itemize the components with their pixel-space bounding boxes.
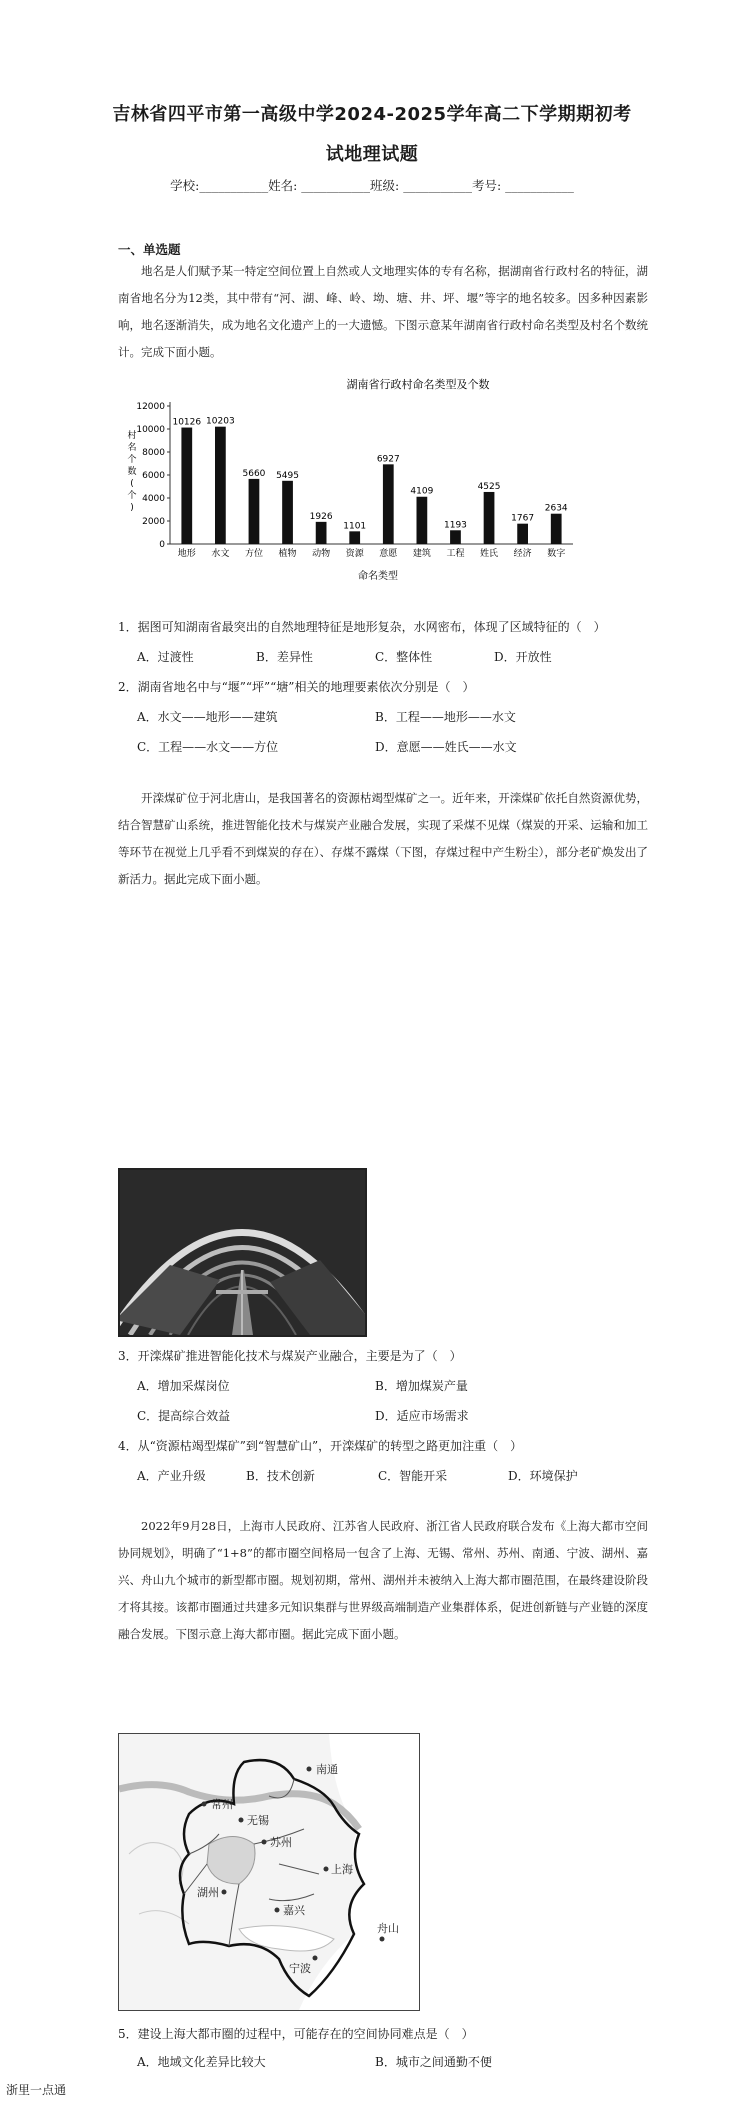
chart-x-tick-label: 数字 <box>547 549 566 559</box>
q5-option-a[interactable]: A．地域文化差异比较大 <box>137 2055 266 2069</box>
chart-bar <box>450 530 461 544</box>
chart-bar <box>551 514 562 544</box>
chart-y-label-char: ( <box>130 479 134 489</box>
footer-watermark: 浙里一点通 <box>6 2083 67 2097</box>
shanghai-metro-map <box>118 1733 420 2011</box>
map-label-huzhou: 湖州 <box>197 1886 219 1899</box>
chart-data-label: 4109 <box>410 486 434 497</box>
chart-bar <box>349 531 360 544</box>
chart-data-label: 4525 <box>477 481 501 492</box>
chart-data-label: 5660 <box>242 468 266 479</box>
q2-option-d[interactable]: D．意愿——姓氏——水文 <box>375 740 517 754</box>
map-label-suzhou: 苏州 <box>270 1836 292 1849</box>
q3-option-a[interactable]: A．增加采煤岗位 <box>137 1379 230 1393</box>
chart-bar <box>249 479 260 544</box>
chart-data-label: 6927 <box>376 454 400 465</box>
passage-3 <box>118 1513 648 1648</box>
chart-y-tick-label: 6000 <box>142 471 165 481</box>
question-3: 3．开滦煤矿推进智能化技术与煤炭产业融合，主要是为了（ ） <box>118 1349 462 1363</box>
q4-option-a[interactable]: A．产业升级 <box>137 1469 206 1483</box>
exam-title-line1: 吉林省四平市第一高级中学2024-2025学年高二下学期期初考 <box>112 104 632 125</box>
chart-bar <box>484 492 495 544</box>
q3-option-d[interactable]: D．适应市场需求 <box>375 1409 469 1423</box>
chart-y-label-char: 个 <box>127 491 137 501</box>
chart-x-tick-label: 方位 <box>244 549 263 559</box>
chart-x-tick-label: 意愿 <box>379 549 398 559</box>
chart-bar <box>215 427 226 544</box>
chart-y-label-char: 数 <box>127 467 137 477</box>
chart-y-tick-label: 0 <box>159 540 165 550</box>
chart-y-label-char: 村 <box>127 431 137 441</box>
chart-bar <box>181 428 192 544</box>
chart-x-tick-label: 工程 <box>446 549 465 559</box>
city-dot-suzhou <box>262 1840 267 1845</box>
q1-option-d[interactable]: D．开放性 <box>494 650 552 664</box>
city-dot-wuxi <box>239 1818 244 1823</box>
map-label-wuxi: 无锡 <box>247 1814 269 1827</box>
map-label-ningbo: 宁波 <box>289 1962 311 1975</box>
q1-option-b[interactable]: B．差异性 <box>256 650 313 664</box>
chart-data-label: 1767 <box>511 513 535 524</box>
passage-3-text: 2022年9月28日，上海市人民政府、江苏省人民政府、浙江省人民政府联合发布《上海大都市空间协同规划》，明确了“1+8”的都市圈空间格局一包含了上海、无锡、常州、苏州、南通、宁波、湖州、嘉兴、舟山九个城市的新型都市圈。规划初期，常州、湖州并未被纳入上海大都市圈范围，在最终建设阶段才将其接。该都市圈通过共建多元知识集群与世界级高端制造产业集群体系，促进创新链与产业链的深度融合发展。下图示意上海大都市圈。据此完成下面小题。 <box>118 1519 648 1641</box>
chart-x-tick-label: 资源 <box>345 549 364 559</box>
q2-option-c[interactable]: C．工程——水文——方位 <box>137 740 279 754</box>
chart-x-tick-label: 地形 <box>177 549 196 559</box>
passage-2 <box>118 785 648 893</box>
city-dot-changzhou <box>202 1802 207 1807</box>
q1-option-a[interactable]: A．过渡性 <box>137 650 194 664</box>
passage-1 <box>118 258 648 366</box>
bar-chart <box>118 366 638 586</box>
map-label-shanghai: 上海 <box>331 1863 353 1876</box>
chart-x-tick-label: 水文 <box>211 549 230 559</box>
chart-y-tick-label: 12000 <box>136 402 165 412</box>
coal-storage-photo <box>118 1168 367 1337</box>
chart-title: 湖南省行政村命名类型及个数 <box>346 378 490 391</box>
chart-y-tick-label: 2000 <box>142 517 165 527</box>
city-dot-nantong <box>307 1767 312 1772</box>
question-1: 1．据图可知湖南省最突出的自然地理特征是地形复杂，水网密布，体现了区域特征的（ ） <box>118 620 606 634</box>
q3-option-c[interactable]: C．提高综合效益 <box>137 1409 231 1423</box>
chart-y-label-char: ) <box>130 503 134 513</box>
question-2: 2．湖南省地名中与“堰”“坪”“塘”相关的地理要素依次分别是（ ） <box>118 680 475 694</box>
q2-option-b[interactable]: B．工程——地形——水文 <box>375 710 516 724</box>
exam-title-line2: 试地理试题 <box>325 144 419 165</box>
chart-y-tick-label: 8000 <box>142 448 165 458</box>
city-dot-jiaxing <box>275 1908 280 1913</box>
chart-data-label: 10126 <box>172 417 202 428</box>
city-dot-zhoushan <box>380 1937 385 1942</box>
chart-y-label <box>127 429 136 513</box>
q1-option-c[interactable]: C．整体性 <box>375 650 433 664</box>
q4-option-c[interactable]: C．智能开采 <box>378 1469 448 1483</box>
q4-option-d[interactable]: D．环境保护 <box>508 1469 578 1483</box>
chart-data-label: 5495 <box>276 470 299 481</box>
chart-y-label-char: 个 <box>127 455 137 465</box>
chart-x-tick-label: 建筑 <box>412 549 431 559</box>
city-dot-ningbo <box>313 1956 318 1961</box>
chart-x-tick-label: 动物 <box>312 549 331 559</box>
chart-bar <box>282 481 293 544</box>
city-dot-huzhou <box>222 1890 227 1895</box>
chart-x-tick-label: 姓氏 <box>480 549 499 559</box>
chart-bar <box>517 524 528 544</box>
bar-chart-svg <box>118 366 638 586</box>
chart-bar <box>383 464 394 544</box>
chart-plot <box>136 402 573 559</box>
chart-data-label: 1926 <box>309 511 333 522</box>
section-heading: 一、单选题 <box>118 242 181 257</box>
chart-y-tick-label: 10000 <box>136 425 165 435</box>
chart-y-tick-label: 4000 <box>142 494 165 504</box>
map-label-nantong: 南通 <box>316 1763 338 1776</box>
map-label-changzhou: 常州 <box>211 1798 233 1811</box>
passage-2-text: 开滦煤矿位于河北唐山，是我国著名的资源枯竭型煤矿之一。近年来，开滦煤矿依托自然资源优势，结合智慧矿山系统，推进智能化技术与煤炭产业融合发展，实现了采煤不见煤（煤炭的开采、运输和加工等环节在视觉上几乎看不到煤炭的存在）、存煤不露煤（下图，存煤过程中产生粉尘），部分老矿焕发出了新活力。据此完成下面小题。 <box>118 791 648 886</box>
student-info-line: 学校:___________姓名: ___________班级: ___________考号: ___________ <box>170 178 574 193</box>
chart-data-label: 2634 <box>544 503 568 514</box>
passage-1-text: 地名是人们赋予某一特定空间位置上自然或人文地理实体的专有名称，据湖南省行政村名的特征，湖南省地名分为12类，其中带有“河、湖、峰、岭、坳、塘、井、坪、堰”等字的地名较多。因多种因素影响，地名逐渐消失，成为地名文化遗产上的一大遗憾。下图示意某年湖南省行政村命名类型及村名个数统计。完成下面小题。 <box>118 264 648 359</box>
q4-option-b[interactable]: B．技术创新 <box>246 1469 315 1483</box>
question-5: 5．建设上海大都市圈的过程中，可能存在的空间协同难点是（ ） <box>118 2027 474 2041</box>
q5-option-b[interactable]: B．城市之间通勤不便 <box>375 2055 492 2069</box>
chart-data-label: 1101 <box>343 521 367 532</box>
q2-option-a[interactable]: A．水文——地形——建筑 <box>137 710 278 724</box>
map-label-zhoushan: 舟山 <box>377 1922 399 1935</box>
chart-data-label: 1193 <box>444 520 467 531</box>
chart-x-tick-label: 经济 <box>513 549 532 559</box>
chart-bar <box>316 522 327 544</box>
chart-y-label-char: 名 <box>127 443 137 453</box>
chart-data-label: 10203 <box>206 416 235 427</box>
chart-x-tick-label: 植物 <box>278 549 297 559</box>
map-label-jiaxing: 嘉兴 <box>283 1904 305 1917</box>
chart-bar <box>417 497 428 544</box>
chart-x-label: 命名类型 <box>358 571 398 582</box>
question-4: 4．从“资源枯竭型煤矿”到“智慧矿山”，开滦煤矿的转型之路更加注重（ ） <box>118 1439 523 1453</box>
q3-option-b[interactable]: B．增加煤炭产量 <box>375 1379 468 1393</box>
map-svg <box>119 1734 419 2010</box>
city-dot-shanghai <box>324 1867 329 1872</box>
coal-storage-illustration <box>120 1170 365 1335</box>
